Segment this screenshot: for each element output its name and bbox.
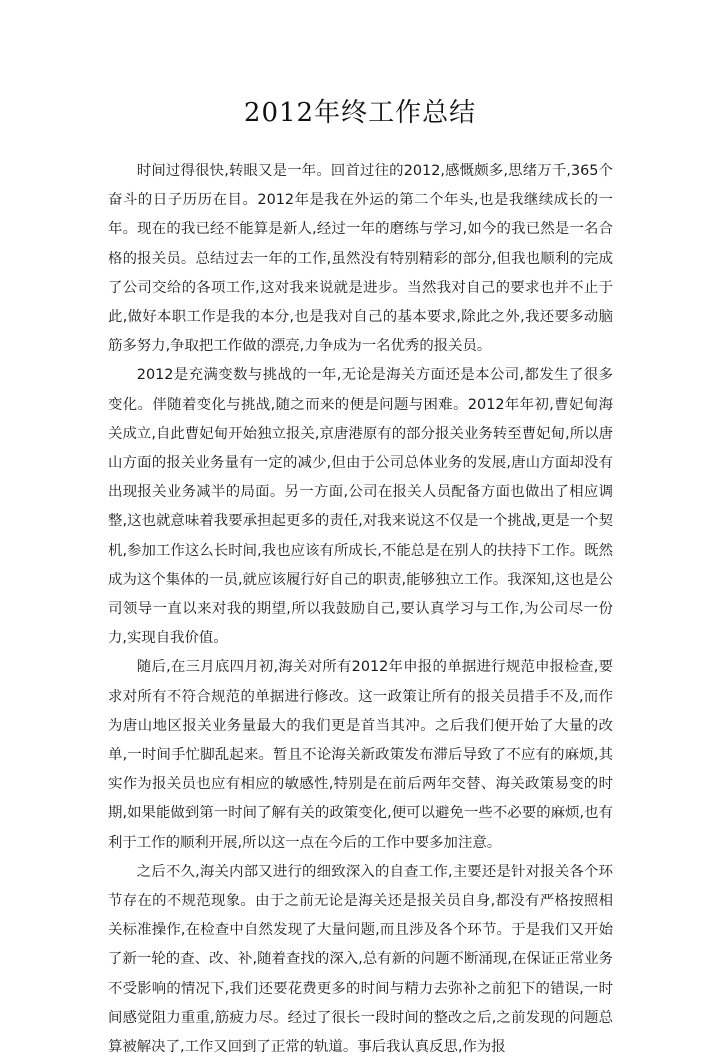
document-title: 2012年终工作总结: [243, 98, 477, 128]
paragraph-1: 时间过得很快,转眼又是一年。回首过往的2012,感慨颇多,思绪万千,365个奋斗的日子历历在目。2012年是我在外运的第二个年头,也是我继续成长的一年。现在的我已经不能算是新人,经过一年的磨练与学习,如今的我已然是一名合格的报关员。总结过去一年的工作,虽然没有特别精彩的部分,但我也顺利的完成了公司交给的各项工作,这对我来说就是进步。当然我对自己的要求也并不止于此,做好本职工作是我的本分,也是我对自己的基本要求,除此之外,我还要多动脑筋多努力,争取把工作做的漂亮,力争成为一名优秀的报关员。: [108, 163, 613, 355]
paragraph-2: 2012是充满变数与挑战的一年,无论是海关方面还是本公司,都发生了很多变化。伴随着变化与挑战,随之而来的便是问题与困难。2012年年初,曹妃甸海关成立,自此曹妃甸开始独立报关,京唐港原有的部分报关业务转至曹妃甸,所以唐山方面的报关业务量有一定的减少,但由于公司总体业务的发展,唐山方面却没有出现报关业务减半的局面。另一方面,公司在报关人员配备方面也做出了相应调整,这也就意味着我要承担起更多的责任,对我来说这不仅是一个挑战,更是一个契机,参加工作这么长时间,我也应该有所成长,不能总是在别人的扶持下工作。既然成为这个集体的一员,就应该履行好自己的职责,能够独立工作。我深知,这也是公司领导一直以来对我的期望,所以我鼓励自己,要认真学习与工作,为公司尽一份力,实现自我价值。: [108, 367, 613, 647]
document-body: [108, 157, 613, 1062]
paragraph-4: 之后不久,海关内部又进行的细致深入的自查工作,主要还是针对报关各个环节存在的不规范现象。由于之前无论是海关还是报关员自身,都没有严格按照相关标准操作,在检查中自然发现了大量问题,而且涉及各个环节。于是我们又开始了新一轮的查、改、补,随着查找的深入,总有新的问题不断涌现,在保证正常业务不受影响的情况下,我们还要花费更多的时间与精力去弥补之前犯下的错误,一时间感觉阻力重重,筋疲力尽。经过了很长一段时间的整改之后,之前发现的问题总算被解决了,工作又回到了正常的轨道。事后我认真反思,作为报: [108, 863, 613, 1056]
paragraph-3: 随后,在三月底四月初,海关对所有2012年申报的单据进行规范申报检查,要求对所有不符合规范的单据进行修改。这一政策让所有的报关员措手不及,而作为唐山地区报关业务量最大的我们更是首当其冲。之后我们便开始了大量的改单,一时间手忙脚乱起来。暂且不论海关新政策发布滞后导致了不应有的麻烦,其实作为报关员也应有相应的敏感性,特别是在前后两年交替、海关政策易变的时期,如果能做到第一时间了解有关的政策变化,便可以避免一些不必要的麻烦,也有利于工作的顺利开展,所以这一点在今后的工作中要多加注意。: [108, 659, 613, 851]
